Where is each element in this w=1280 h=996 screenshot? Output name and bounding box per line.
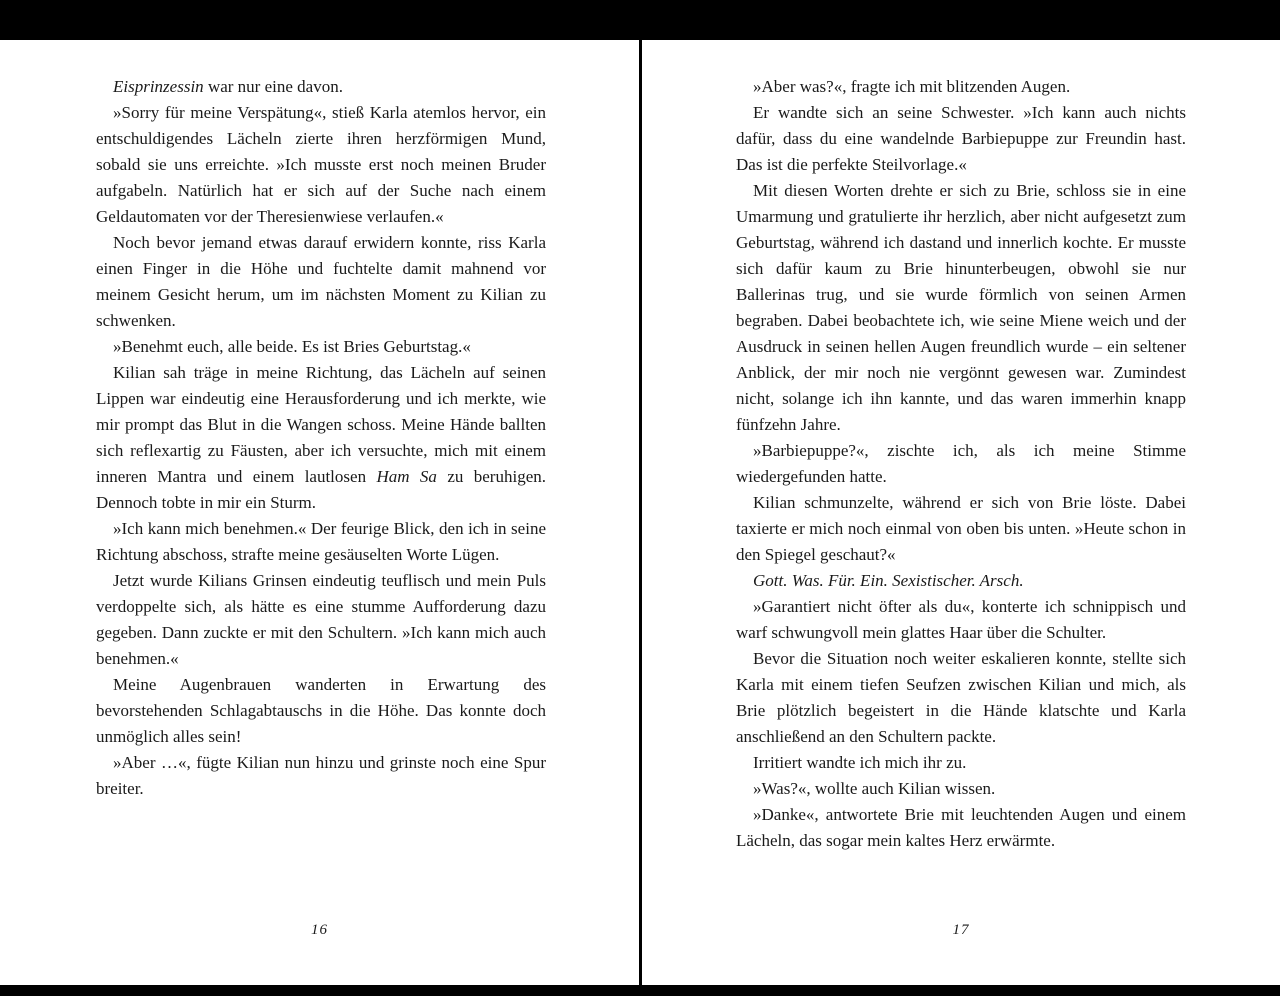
text-run: Er wandte sich an seine Schwester. »Ich kann auch nichts dafür, dass du eine wandelnde Barbiepuppe zur Freundin hast. Das ist die perfekte Steilvorlage.« — [736, 103, 1186, 174]
paragraph — [736, 646, 1186, 750]
text-run: »Garantiert nicht öfter als du«, konterte ich schnippisch und warf schwungvoll mein glattes Haar über die Schulter. — [736, 597, 1186, 642]
paragraph — [736, 490, 1186, 568]
left-page-text — [96, 74, 546, 802]
italic-text-run: Ham Sa — [376, 467, 437, 486]
left-page — [0, 40, 639, 985]
text-run: »Ich kann mich benehmen.« Der feurige Blick, den ich in seine Richtung abschoss, strafte meine gesäuselten Worte Lügen. — [96, 519, 546, 564]
paragraph — [736, 100, 1186, 178]
pages-container — [0, 40, 1280, 985]
text-run: war nur eine davon. — [203, 77, 343, 96]
paragraph — [736, 750, 1186, 776]
paragraph — [96, 360, 546, 516]
paragraph — [96, 516, 546, 568]
paragraph — [736, 178, 1186, 438]
paragraph — [96, 230, 546, 334]
top-frame-bar — [0, 0, 1280, 40]
text-run: Irritiert wandte ich mich ihr zu. — [753, 753, 967, 772]
text-run: Jetzt wurde Kilians Grinsen eindeutig teuflisch und mein Puls verdoppelte sich, als hätte es eine stumme Aufforderung dazu gegeben. Dann zuckte er mit den Schultern. »Ich kann mich auch benehmen.« — [96, 571, 546, 668]
paragraph — [736, 802, 1186, 854]
paragraph — [736, 568, 1186, 594]
italic-text-run: Eisprinzessin — [113, 77, 204, 96]
paragraph — [736, 438, 1186, 490]
paragraph — [96, 100, 546, 230]
text-run: Mit diesen Worten drehte er sich zu Brie, schloss sie in eine Umarmung und gratulierte ihr herzlich, aber nicht aufgesetzt zum Geburtstag, während ich dastand und innerlich kochte. Er musste sich dafür kaum zu Brie hinunterbeugen, obwohl sie nur Ballerinas trug, und sie wurde förmlich von seinen Armen begraben. Dabei beobachtete ich, wie seine Miene weich und der Ausdruck in seinen hellen Augen freundlich wurde – ein seltener Anblick, der mir noch nie vergönnt gewesen war. Zumindest nicht, solange ich ihn kannte, und das waren immerhin knapp fünfzehn Jahre. — [736, 181, 1186, 434]
right-page-text — [736, 74, 1186, 854]
paragraph — [736, 594, 1186, 646]
paragraph — [96, 334, 546, 360]
text-run: Kilian schmunzelte, während er sich von Brie löste. Dabei taxierte er mich noch einmal von oben bis unten. »Heute schon in den Spiegel geschaut?« — [736, 493, 1186, 564]
right-page-number: 17 — [952, 922, 970, 938]
paragraph — [736, 74, 1186, 100]
text-run: »Barbiepuppe?«, zischte ich, als ich meine Stimme wiedergefunden hatte. — [736, 441, 1186, 486]
text-run: Bevor die Situation noch weiter eskalieren konnte, stellte sich Karla mit einem tiefen Seufzen zwischen Kilian und mich, als Brie plötzlich begeistert in die Hände klatschte und Karla anschließend an den Schultern packte. — [736, 649, 1186, 746]
text-run: »Aber was?«, fragte ich mit blitzenden Augen. — [753, 77, 1071, 96]
paragraph — [96, 672, 546, 750]
right-page — [642, 40, 1280, 985]
paragraph — [96, 750, 546, 802]
text-run: zu beruhigen. Dennoch tobte in mir ein Sturm. — [96, 467, 546, 512]
italic-text-run: Gott. Was. Für. Ein. Sexistischer. Arsch. — [753, 571, 1024, 590]
text-run: »Danke«, antwortete Brie mit leuchtenden Augen und einem Lächeln, das sogar mein kaltes Herz erwärmte. — [736, 805, 1186, 850]
paragraph — [736, 776, 1186, 802]
text-run: »Was?«, wollte auch Kilian wissen. — [753, 779, 996, 798]
text-run: »Sorry für meine Verspätung«, stieß Karla atemlos hervor, ein entschuldigendes Lächeln zierte ihren herzförmigen Mund, sobald sie uns erreichte. »Ich musste erst noch meinen Bruder aufgabeln. Natürlich hat er sich auf der Suche nach einem Geldautomaten vor der Theresienwiese verlaufen.« — [96, 103, 546, 226]
text-run: Kilian sah träge in meine Richtung, das Lächeln auf seinen Lippen war eindeutig eine Herausforderung und ich merkte, wie mir prompt das Blut in die Wangen schoss. Meine Hände ballten sich reflexartig zu Fäusten, aber ich versuchte, mich mit einem inneren Mantra und einem lautlosen — [96, 363, 546, 486]
paragraph — [96, 568, 546, 672]
text-run: Meine Augenbrauen wanderten in Erwartung des bevorstehenden Schlagabtauschs in die Höhe. Das konnte doch unmöglich alles sein! — [96, 675, 546, 746]
text-run: »Benehmt euch, alle beide. Es ist Bries Geburtstag.« — [113, 337, 471, 356]
text-run: »Aber …«, fügte Kilian nun hinzu und grinste noch eine Spur breiter. — [96, 753, 546, 798]
bottom-frame-bar — [0, 985, 1280, 996]
paragraph — [96, 74, 546, 100]
text-run: Noch bevor jemand etwas darauf erwidern konnte, riss Karla einen Finger in die Höhe und fuchtelte damit mahnend vor meinem Gesicht herum, um im nächsten Moment zu Kilian zu schwenken. — [96, 233, 546, 330]
left-page-number: 16 — [311, 922, 328, 938]
